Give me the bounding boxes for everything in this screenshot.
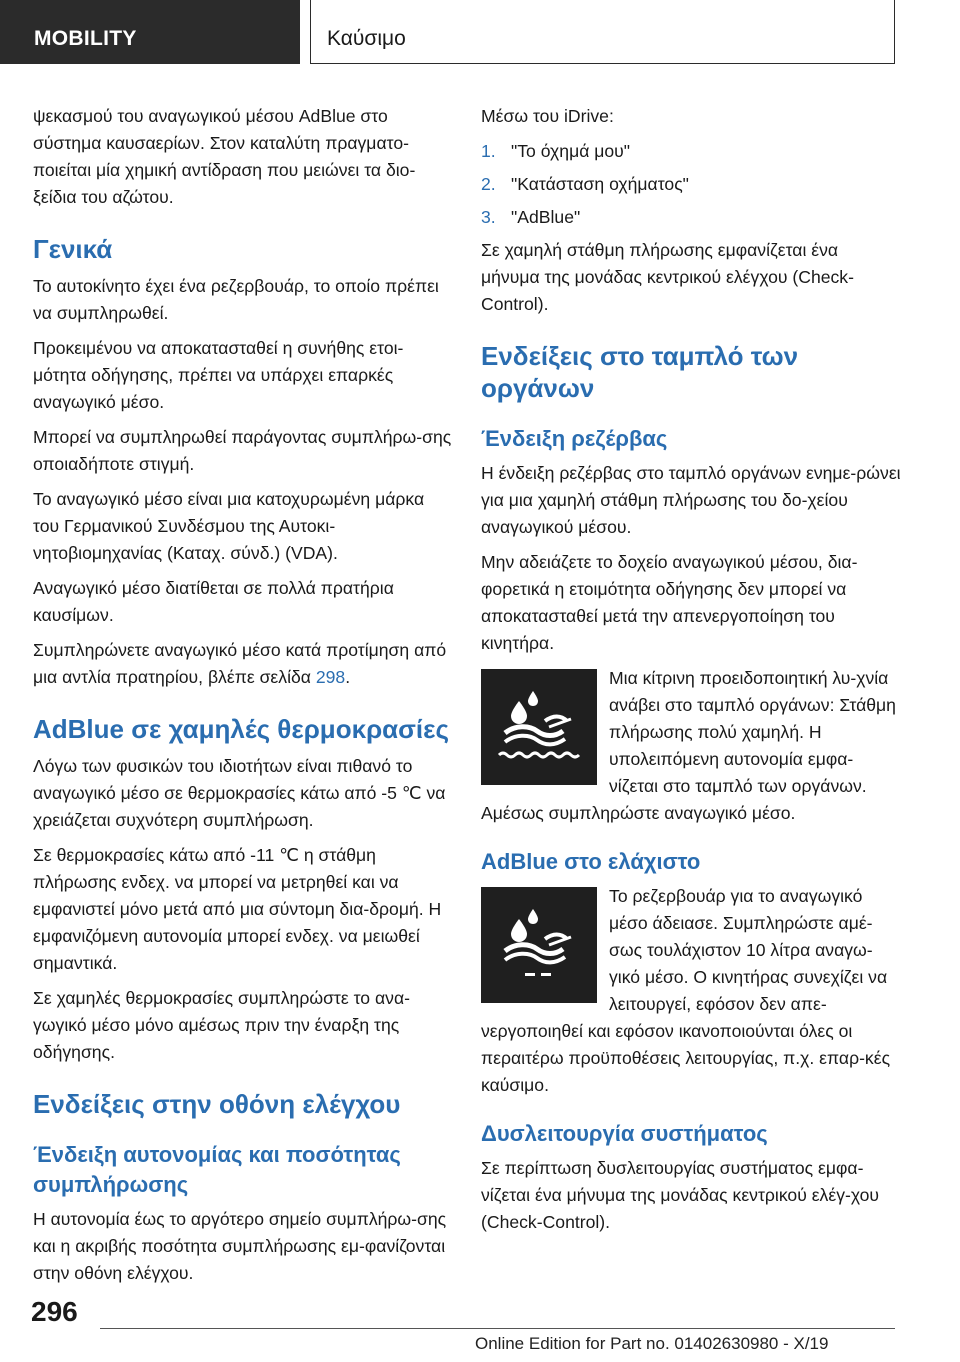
step-text: "AdBlue" xyxy=(511,207,581,227)
paragraph: Λόγω των φυσικών του ιδιοτήτων είναι πιθανό το αναγωγικό μέσο σε θερμοκρασίες κάτω από -5 ℃ να χρειάζεται συχνότερη συμπλήρωση. xyxy=(33,756,446,830)
heading-reserve: Ένδειξη ρεζέρβας xyxy=(481,426,668,451)
paragraph: Σε θερμοκρασίες κάτω από -11 ℃ η στάθμη πλήρωσης ενδεχ. να μπορεί να μετρηθεί και να εμφανιστεί μόνο μετά από μια σύντομη δια-δρομή. Η εμφανιζόμενη αυτονομία μπορεί ενδεχ. να μειωθεί σημαντικά. xyxy=(33,845,442,973)
page-reference-link[interactable]: 298 xyxy=(315,667,346,687)
paragraph: Μέσω του iDrive: xyxy=(481,106,614,126)
paragraph: Προκειμένου να αποκατασταθεί η συνήθης ετοι-μότητα οδήγησης, πρέπει να υπάρχει επαρκές αναγωγικό μέσο. xyxy=(33,338,404,412)
heading-malfunction: Δυσλειτουργία συστήματος xyxy=(481,1121,768,1146)
step-text: "Το όχημά μου" xyxy=(511,141,631,161)
step-number: 2. xyxy=(481,174,496,194)
paragraph: Σε περίπτωση δυσλειτουργίας συστήματος εμφα-νίζεται ένα μήνυμα της μονάδας κεντρικού ελέγ-χου (Check-Control). xyxy=(481,1158,880,1232)
page-footer xyxy=(0,1290,960,1362)
list-item xyxy=(481,204,901,231)
paragraph: Αναγωγικό μέσο διατίθεται σε πολλά πρατήρια καυσίμων. xyxy=(33,578,394,625)
heading-instrument-cluster: Ενδείξεις στο ταμπλό των οργάνων xyxy=(481,341,799,403)
heading-low-temperatures: AdBlue σε χαμηλές θερμοκρασίες xyxy=(33,714,450,744)
edition-note: Online Edition for Part no. 01402630980 - X/19 xyxy=(475,1334,829,1353)
paragraph: Η ένδειξη ρεζέρβας στο ταμπλό οργάνων ενημε-ρώνει για μια χαμηλή στάθμη πλήρωσης του δο-χείου αναγωγικού μέσου. xyxy=(481,463,901,537)
paragraph: Το αυτοκίνητο έχει ένα ρεζερβουάρ, το οποίο πρέπει να συμπληρωθεί. xyxy=(33,276,439,323)
heading-control-display: Ενδείξεις στην οθόνη ελέγχου xyxy=(33,1089,401,1119)
page-header xyxy=(0,0,960,66)
paragraph: Μια κίτρινη προειδοποιητική λυ-χνία ανάβει στο ταμπλό οργάνων: Στάθμη πλήρωσης πολύ χαμηλή. Η υπολειπόμενη αυτονομία εμφα-νίζεται στο ταμπλό των οργάνων. Αμέσως συμπληρώστε αναγωγικό μέσο. xyxy=(481,668,896,823)
page-number: 296 xyxy=(31,1296,78,1327)
warning-figure-yellow xyxy=(481,665,901,827)
paragraph-text: Συμπληρώνετε αναγωγικό μέσο κατά προτίμηση από μια αντλία πρατηρίου, βλέπε σελίδα xyxy=(33,640,447,687)
paragraph: Μην αδειάζετε το δοχείο αναγωγικού μέσου, δια-φορετικά η ετοιμότητα οδήγησης δεν μπορεί να αποκατασταθεί μετά την απενεργοποίηση του κινητήρα. xyxy=(481,552,858,653)
idrive-steps xyxy=(481,138,901,231)
adblue-empty-icon xyxy=(481,887,597,1003)
right-column xyxy=(481,103,901,1244)
step-number: 1. xyxy=(481,141,496,161)
list-item xyxy=(481,138,901,165)
paragraph-end: . xyxy=(345,667,351,687)
list-item xyxy=(481,171,901,198)
paragraph: Μπορεί να συμπληρωθεί παράγοντας συμπλήρω-σης οποιαδήποτε στιγμή. xyxy=(33,427,452,474)
paragraph: Το ρεζερβουάρ για το αναγωγικό μέσο άδειασε. Συμπληρώστε αμέ-σως τουλάχιστον 10 λίτρα αναγω-γικό μέσο. Ο κινητήρας συνεχίζει να λειτουργεί, εφόσον δεν απε-νεργοποιηθεί και εφόσον ικανοποιούνται όλες οι περαιτέρω προϋποθέσεις λειτουργίας, π.χ. επαρ-κές καύσιμο. xyxy=(481,886,891,1095)
paragraph xyxy=(33,637,453,691)
heading-adblue-minimum: AdBlue στο ελάχιστο xyxy=(481,849,701,874)
step-text: "Κατάσταση οχήματος" xyxy=(511,174,689,194)
heading-range-fill: Ένδειξη αυτονομίας και ποσότητας συμπλήρωσης xyxy=(33,1142,401,1197)
heading-general: Γενικά xyxy=(33,234,113,264)
paragraph: Το αναγωγικό μέσο είναι μια κατοχυρωμένη μάρκα του Γερμανικού Συνδέσμου της Αυτοκι-νητοβιομηχανίας (Καταχ. σύνδ.) (VDA). xyxy=(33,489,425,563)
paragraph: ψεκασμού του αναγωγικού μέσου AdBlue στο σύστημα καυσαερίων. Στον καταλύτη πραγματο-ποιείται μία χημική αντίδραση που μειώνει τα διο-ξείδια του αζώτου. xyxy=(33,106,416,207)
footer-divider xyxy=(100,1328,895,1329)
paragraph: Σε χαμηλή στάθμη πλήρωσης εμφανίζεται ένα μήνυμα της μονάδας κεντρικού ελέγχου (Check-Control). xyxy=(481,240,854,314)
warning-figure-empty xyxy=(481,883,901,1099)
left-column xyxy=(33,103,453,1295)
paragraph: Η αυτονομία έως το αργότερο σημείο συμπλήρω-σης και η ακριβής ποσότητα συμπλήρωσης εμ-φανίζονται στην οθόνη ελέγχου. xyxy=(33,1209,447,1283)
section-tab: MOBILITY xyxy=(0,0,300,64)
step-number: 3. xyxy=(481,207,496,227)
adblue-warning-icon xyxy=(481,669,597,785)
chapter-title: Καύσιμο xyxy=(310,0,895,64)
paragraph: Σε χαμηλές θερμοκρασίες συμπληρώστε το ανα-γωγικό μέσο μόνο αμέσως πριν την έναρξη της οδήγησης. xyxy=(33,988,410,1062)
